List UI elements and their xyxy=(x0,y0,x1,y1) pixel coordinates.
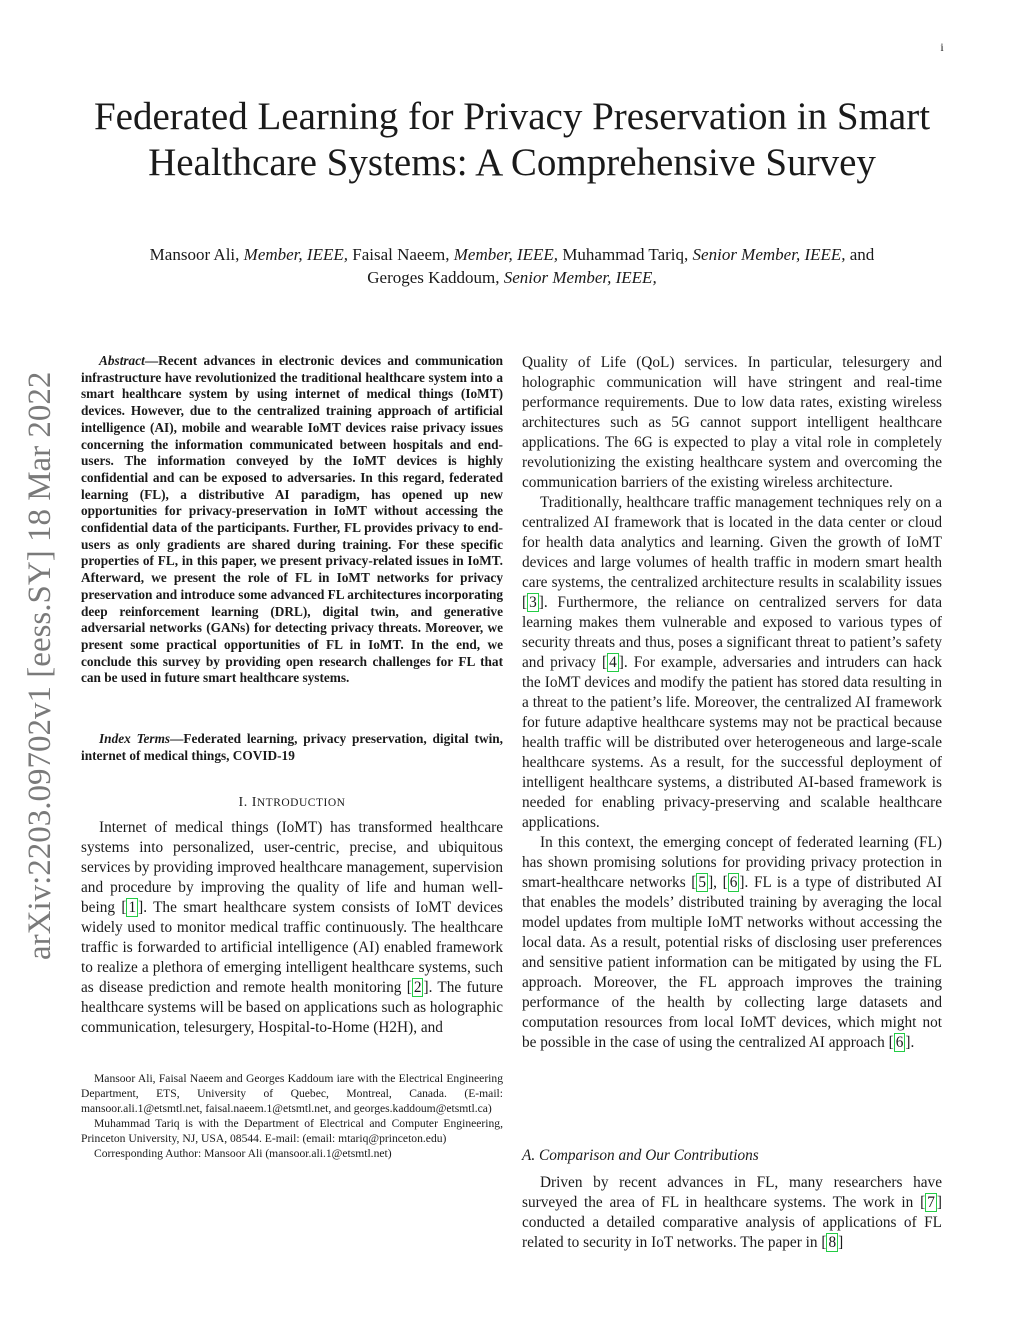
author-name: Faisal Naeem, xyxy=(347,245,454,264)
paper-title: Federated Learning for Privacy Preservation in Smart Healthcare Systems: A Comprehensive Survey xyxy=(93,95,931,184)
subsection-body xyxy=(522,1173,942,1253)
paragraph: Quality of Life (QoL) services. In particular, telesurgery and holographic communication will have stringent and real-time performance requirements. Due to low data rates, existing wireless architectures such as 5G cannot support intelligent healthcare applications. The 6G is expected to play a vital role in completely revolutionizing the existing healthcare system and overcoming the communication barriers of the existing wireless architecture. xyxy=(522,354,942,491)
page-number: i xyxy=(940,40,944,54)
index-terms-text: —Federated learning, privacy preservation, digital twin, internet of medical things, COVID-19 xyxy=(81,731,504,763)
author-name: Muhammad Tariq, xyxy=(558,245,693,264)
abstract xyxy=(81,353,503,687)
author-role: Senior Member, IEEE, xyxy=(692,245,846,264)
paragraph: In this context, the emerging concept of federated learning (FL) has shown promising solutions for providing privacy protection in smart-healthcare networks [ 5 ], [ 6 ]. FL is a type of distributed AI that enables the models’ distributed training by averaging the local model updates from multiple IoMT networks without accessing the local data. As a result, potential risks of disclosing user preferences and sensitive patient information can be mitigated by using the FL approach. Moreover, the FL approach improves the training performance of the health by collecting large datasets and computation resources from local IoMT devices, which might not be possible in the case of using the centralized AI approach [ 6 ]. xyxy=(522,834,942,1051)
author-name: Geroges Kaddoum, xyxy=(367,268,504,287)
citation-link[interactable]: 3 xyxy=(529,594,537,611)
footnote-affiliation-1: Mansoor Ali, Faisal Naeem and Georges Kaddoum iare with the Electrical Engineering Department, ETS, University of Quebec, Montreal, Canada. (E-mail: mansoor.ali.1@etsmtl.net, faisal.naeem.1@etsmtl.net, and georges.kaddoum@etsmtl.ca) xyxy=(81,1072,503,1115)
footnotes xyxy=(81,1071,503,1161)
right-column-body xyxy=(522,353,942,1053)
citation-link[interactable]: 7 xyxy=(927,1194,935,1211)
citation-link[interactable]: 4 xyxy=(609,654,617,671)
footnote-corresponding-author: Corresponding Author: Mansoor Ali (mansoor.ali.1@etsmtl.net) xyxy=(94,1147,392,1160)
section-heading-introduction: I. INTRODUCTION xyxy=(238,795,346,810)
author-role: Senior Member, IEEE, xyxy=(503,268,657,287)
paragraph: Driven by recent advances in FL, many researchers have surveyed the area of FL in healthcare systems. The work in [ 7 ] conducted a detailed comparative analysis of applications of FL related to security in IoT networks. The paper in [ 8 ] xyxy=(522,1174,942,1251)
index-terms xyxy=(81,731,503,764)
paragraph: Traditionally, healthcare traffic management techniques rely on a centralized AI framework that is located in the data center or cloud for health data analytics and learning. Given the growth of IoMT devices and large volumes of health traffic in modern smart health care systems, the centralized architecture results in scalability issues [ 3 ]. Furthermore, the reliance on centralized servers for data learning makes them vulnerable and exposed to various types of security threats and thus, poses a significant threat to patient’s safety and privacy [ 4 ]. For example, adversaries and intruders can hack the IoMT devices and modify the patient has stored data resulting in a threat to the patient’s life. Moreover, the centralized AI framework for future adaptive healthcare systems may not be practical because health traffic will be distributed over heterogeneous and large-scale healthcare systems. As a result, for the successful deployment of intelligent healthcare systems, a distributed AI-based framework is needed for enabling privacy-preserving and scalable healthcare applications. xyxy=(522,494,942,831)
index-terms-label: Index Terms xyxy=(99,731,171,746)
author-list xyxy=(90,243,934,289)
author-role: Member, IEEE, xyxy=(243,245,348,264)
author-role: Member, IEEE, xyxy=(453,245,559,264)
footnote-affiliation-2: Muhammad Tariq is with the Department of Electrical and Computer Engineering, Princeton University, NJ, USA, 08544. E-mail: (email: mtariq@princeton.edu) xyxy=(81,1117,503,1145)
author-name: Mansoor Ali, xyxy=(149,245,244,264)
paragraph: Internet of medical things (IoMT) has transformed healthcare systems into personalized, user-centric, precise, and ubiquitous services by providing improved healthcare management, supervision and procedure by improving the quality of life and human well-being [ 1 ]. The smart healthcare system consists of IoMT devices widely used to monitor medical traffic continuously. The healthcare traffic is forwarded to artificial intelligence (AI) enabled framework to realize a plethora of emerging intelligent healthcare systems, such as disease prediction and remote health monitoring [ 2 ]. The future healthcare systems will be based on applications such as holographic communication, telesurgery, Hospital-to-Home (H2H), and xyxy=(81,819,503,1036)
citation-link[interactable]: 6 xyxy=(895,1034,904,1051)
subsection-heading: A. Comparison and Our Contributions xyxy=(522,1147,759,1164)
citation-link[interactable]: 5 xyxy=(698,874,707,891)
citation-link[interactable]: 1 xyxy=(128,899,137,916)
author-conjunction: and xyxy=(845,245,875,264)
arxiv-watermark: arXiv:2203.09702v1 [eess.SY] 18 Mar 2022 xyxy=(22,371,58,960)
citation-link[interactable]: 6 xyxy=(729,874,738,891)
abstract-label: Abstract xyxy=(99,353,145,368)
introduction-body xyxy=(81,818,503,1038)
abstract-text: —Recent advances in electronic devices and communication infrastructure have revolutionized the traditional healthcare system into a smart healthcare system by using internet of medical things (IoMT) devices. However, due to the centralized training approach of artificial intelligence (AI), mobile and wearable IoMT devices raise privacy issues concerning the information communicated between hospitals and end-users. The information conveyed by the IoMT devices is highly confidential and can be exposed to adversaries. In this regard, federated learning (FL), a distributive AI paradigm, has opened up new opportunities for privacy-preservation in IoMT without accessing the confidential data of the participants. Further, FL provides privacy to end-users as only gradients are shared during training. For these specific properties of FL, in this paper, we present privacy-related issues in IoMT. Afterward, we present the role of FL in IoMT networks for privacy preservation and introduce some advanced FL architectures incorporating deep reinforcement learning (DRL), digital twin, and generative adversarial networks (GANs) for detecting privacy threats. Moreover, we present some practical opportunities of FL in IoMT. In the end, we conclude this survey by providing open research challenges for FL that can be used in future smart healthcare systems. xyxy=(81,353,503,686)
citation-link[interactable]: 8 xyxy=(828,1234,837,1251)
citation-link[interactable]: 2 xyxy=(413,979,422,996)
